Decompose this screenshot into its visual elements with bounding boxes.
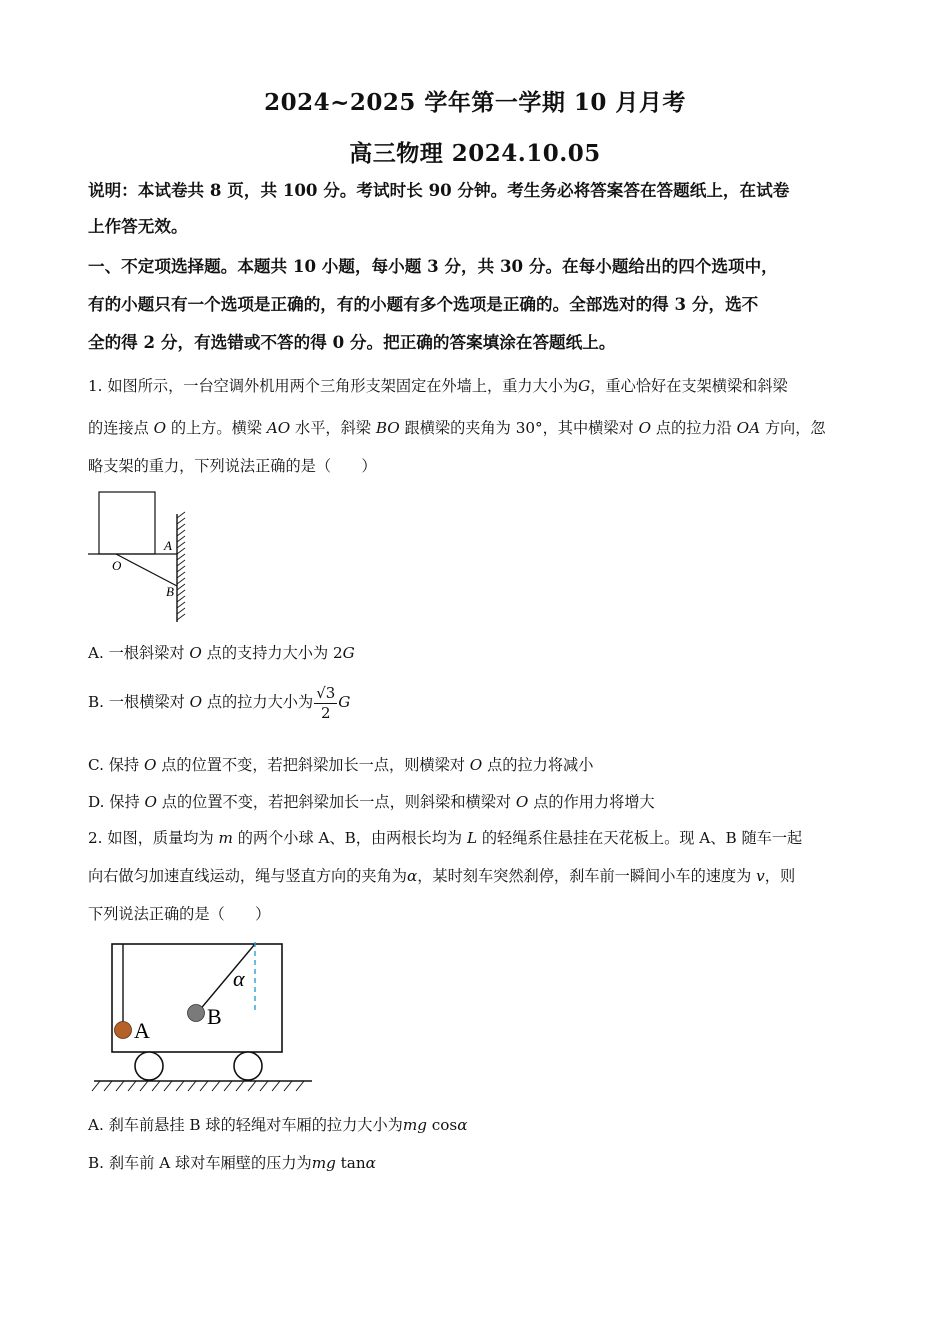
ac-unit-box bbox=[99, 492, 155, 554]
wall-hatching bbox=[177, 512, 185, 620]
fraction-numerator: √3 bbox=[316, 684, 336, 702]
q1-text: 点的拉力沿 bbox=[651, 419, 737, 437]
q1-text: 方向，忽 bbox=[760, 419, 826, 437]
q2-text: ，则 bbox=[764, 867, 796, 885]
option-text: 点的位置不变，若把斜梁加长一点，则横梁对 bbox=[156, 756, 470, 774]
q1-bracket-figure bbox=[88, 486, 198, 626]
q2-var: m bbox=[218, 829, 233, 847]
q2-text: 2. 如图，质量均为 bbox=[88, 829, 219, 847]
option-var: O bbox=[515, 793, 529, 811]
q2-text: ，某时刻车突然刹停，刹车前一瞬间小车的速度为 bbox=[417, 867, 757, 885]
option-var: O bbox=[189, 693, 203, 711]
option-text: D. 保持 bbox=[88, 793, 145, 811]
q1-text: ，重心恰好在支架横梁和斜梁 bbox=[590, 377, 788, 395]
q2-var: α bbox=[406, 867, 418, 885]
note-line-2: 上作答无效。 bbox=[88, 216, 188, 236]
q2-line-2 bbox=[88, 866, 868, 886]
option-text: 点的作用力将增大 bbox=[528, 793, 655, 811]
q1-var: OA bbox=[736, 419, 761, 437]
q2-option-b[interactable] bbox=[88, 1152, 868, 1173]
q1-option-a[interactable] bbox=[88, 642, 868, 663]
q1-var: BO bbox=[375, 419, 400, 437]
option-fn: tan bbox=[335, 1154, 366, 1172]
q2-text: 的两个小球 A、B，由两根长均为 bbox=[232, 829, 467, 847]
label-ball-b: B bbox=[207, 1004, 222, 1029]
q2-text: 的轻绳系住悬挂在天花板上。现 A、B 随车一起 bbox=[477, 829, 803, 847]
q1-line-3: 略支架的重力，下列说法正确的是（ ） bbox=[88, 457, 377, 475]
q1-option-c[interactable] bbox=[88, 754, 868, 775]
exam-subtitle: 高三物理 2024.10.05 bbox=[349, 140, 601, 167]
section-1-line-1: 一、不定项选择题。本题共 10 小题，每小题 3 分，共 30 分。在每小题给出的四个选项中， bbox=[88, 256, 778, 276]
q2-var: L bbox=[466, 829, 478, 847]
label-alpha: α bbox=[233, 966, 245, 991]
ball-b bbox=[188, 1005, 205, 1022]
option-text: A. 一根斜梁对 bbox=[88, 644, 190, 662]
option-text: 点的位置不变，若把斜梁加长一点，则斜梁和横梁对 bbox=[156, 793, 516, 811]
rope-b bbox=[198, 944, 255, 1012]
option-var: O bbox=[144, 793, 157, 811]
option-text: 点的拉力大小为 bbox=[202, 693, 314, 711]
q2-line-3: 下列说法正确的是（ ） bbox=[88, 905, 271, 923]
label-b: B bbox=[166, 584, 174, 599]
option-text: C. 保持 bbox=[88, 756, 144, 774]
wheel-left bbox=[135, 1052, 163, 1080]
q2-text: 向右做匀加速直线运动，绳与竖直方向的夹角为 bbox=[88, 867, 407, 885]
q1-text: 跟横梁的夹角为 30°，其中横梁对 bbox=[399, 419, 639, 437]
ground-hatching bbox=[92, 1081, 304, 1091]
q1-text: 水平，斜梁 bbox=[290, 419, 376, 437]
option-var: O bbox=[189, 644, 202, 662]
q1-line-2 bbox=[88, 418, 868, 438]
q2-line-1 bbox=[88, 828, 868, 848]
ball-a bbox=[115, 1022, 132, 1039]
q1-line-1 bbox=[88, 376, 868, 396]
option-text: 点的拉力将减小 bbox=[482, 756, 594, 774]
q2-var: v bbox=[756, 867, 765, 885]
option-var: α bbox=[457, 1116, 468, 1134]
option-text: B. 刹车前 A 球对车厢壁的压力为 bbox=[88, 1154, 312, 1172]
diagonal-beam bbox=[116, 554, 177, 586]
section-1-line-2: 有的小题只有一个选项是正确的，有的小题有多个选项是正确的。全部选对的得 3 分，选不 bbox=[88, 294, 759, 314]
note-line-1: 说明：本试卷共 8 页，共 100 分。考试时长 90 分钟。考生务必将答案答在答题纸上，在试卷 bbox=[88, 180, 790, 200]
option-var: G bbox=[338, 693, 351, 711]
q1-var: G bbox=[578, 377, 591, 395]
option-text: 点的支持力大小为 2 bbox=[201, 644, 343, 662]
wheel-right bbox=[234, 1052, 262, 1080]
option-text: A. 刹车前悬挂 B 球的轻绳对车厢的拉力大小为 bbox=[88, 1116, 403, 1134]
q2-cart-figure bbox=[90, 938, 320, 1098]
q1-option-b[interactable] bbox=[88, 684, 868, 722]
fraction-sqrt3-over-2 bbox=[314, 684, 337, 722]
q1-text: 的上方。横梁 bbox=[166, 419, 267, 437]
q1-text: 1. 如图所示，一台空调外机用两个三角形支架固定在外墙上，重力大小为 bbox=[88, 377, 579, 395]
option-fn: cos bbox=[426, 1116, 458, 1134]
q1-option-d[interactable] bbox=[88, 791, 868, 812]
exam-title: 2024~2025 学年第一学期 10 月月考 bbox=[264, 89, 686, 116]
option-var: α bbox=[365, 1154, 376, 1172]
section-1-line-3: 全的得 2 分，有选错或不答的得 0 分。把正确的答案填涂在答题纸上。 bbox=[88, 332, 616, 352]
q1-text: 的连接点 bbox=[88, 419, 154, 437]
option-text: B. 一根横梁对 bbox=[88, 693, 190, 711]
label-ball-a: A bbox=[134, 1018, 150, 1043]
option-expr: mg bbox=[402, 1116, 427, 1134]
q1-var: O bbox=[153, 419, 167, 437]
q2-option-a[interactable] bbox=[88, 1114, 868, 1135]
option-var: O bbox=[143, 756, 157, 774]
option-var: O bbox=[469, 756, 483, 774]
option-expr: mg bbox=[311, 1154, 336, 1172]
fraction-denominator: 2 bbox=[320, 704, 331, 722]
label-a: A bbox=[164, 538, 172, 553]
label-o: O bbox=[112, 558, 122, 573]
option-var: G bbox=[342, 644, 355, 662]
q1-var: AO bbox=[266, 419, 291, 437]
q1-var: O bbox=[638, 419, 652, 437]
